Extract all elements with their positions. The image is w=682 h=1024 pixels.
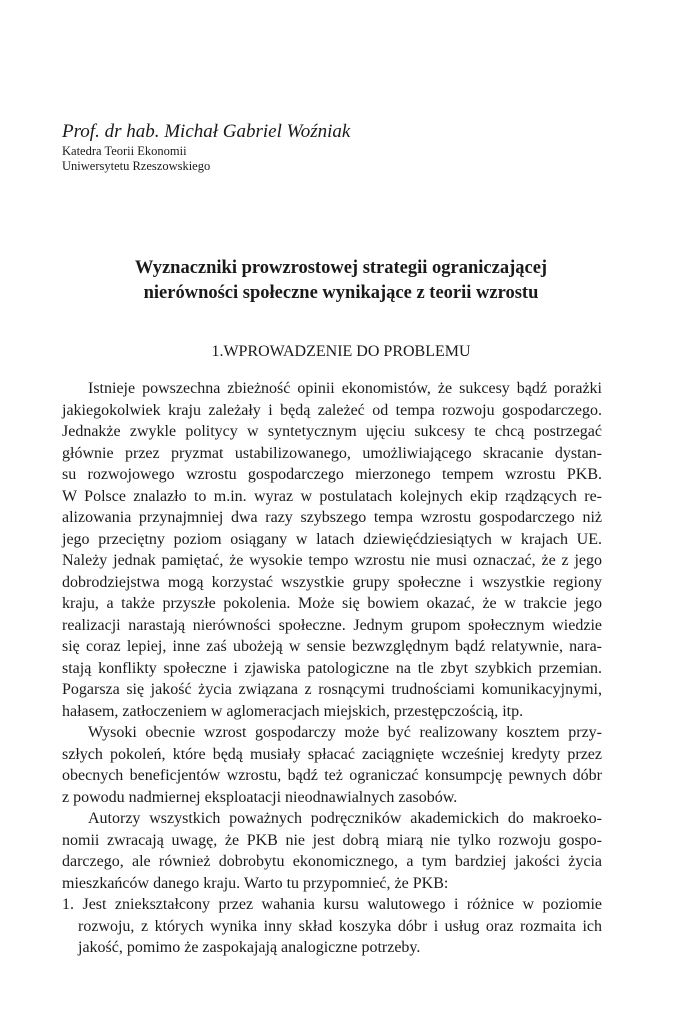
text-line: głównie przez pryzmat ustabilizowanego, umożliwiającego skracanie dystan- — [62, 444, 602, 462]
text-line: Autorzy wszystkich poważnych podręczników akademickich do makroeko- — [88, 810, 602, 827]
text-line: 1. Jest zniekształcony przez wahania kursu walutowego i różnice w poziomie — [62, 896, 602, 913]
text-line: Istnieje powszechna zbieżność opinii ekonomistów, że sukcesy bądź porażki — [88, 380, 602, 397]
text-line: nomii zwracają uwagę, że PKB nie jest dobrą miarą nie tylko rozwoju gospo- — [62, 831, 602, 849]
paragraph — [62, 378, 602, 722]
paper-title-line: Wyznaczniki prowzrostowej strategii ograniczającej — [134, 258, 548, 278]
affiliation-university: Uniwersytetu Rzeszowskiego — [62, 159, 211, 173]
affiliation-department: Katedra Teorii Ekonomii — [62, 144, 187, 158]
body-text — [62, 378, 602, 959]
text-line: obecnych beneficjentów wzrostu, bądź też ograniczać konsumpcję pewnych dóbr — [62, 767, 602, 784]
list-item — [62, 894, 602, 959]
text-line: darczego, ale również dobrobytu ekonomicznego, a tym bardziej jakości życia — [62, 853, 602, 870]
text-line: z powodu nadmiernej eksploatacji nieodnawialnych zasobów. — [62, 788, 458, 806]
text-line: Należy jednak pamiętać, że wysokie tempo wzrostu nie musi oznaczać, że z jego — [62, 552, 602, 569]
text-line: rozwoju, z których wynika inny skład koszyka dóbr i usług oraz rozmaita ich — [78, 917, 602, 935]
text-line: su rozwojowego wzrostu gospodarczego mierzonego tempem wzrostu PKB. — [62, 466, 602, 483]
paragraph — [62, 808, 602, 894]
numbered-list — [62, 894, 602, 959]
author-name: Prof. dr hab. Michał Gabriel Woźniak — [62, 121, 351, 142]
paragraph — [62, 722, 602, 808]
text-line: dobrodziejstwa mogą korzystać wszystkie grupy społeczne i wszystkie regiony — [62, 573, 602, 591]
text-line: jego przeciętny poziom osiągany w latach dziewięćdziesiątych w krajach UE. — [62, 530, 602, 548]
text-line: stają konflikty społeczne i zjawiska patologiczne na tle zbyt szybkich przemian. — [62, 659, 602, 677]
text-line: hałasem, zatłoczeniem w aglomeracjach miejskich, przestępczością, itp. — [62, 702, 524, 720]
text-line: jakość, pomimo że zaspokajają analogiczne potrzeby. — [78, 939, 421, 956]
section-heading: 1.WPROWADZENIE DO PROBLEMU — [211, 343, 471, 360]
paper-title — [60, 256, 622, 306]
text-line: Wysoki obecnie wzrost gospodarczy może być realizowany kosztem przy- — [88, 724, 602, 741]
text-line: mieszkańców danego kraju. Warto tu przypomnieć, że PKB: — [62, 874, 449, 892]
text-line: alizowania przynajmniej dwa razy szybszego tempa wzrostu gospodarczego niż — [62, 509, 602, 526]
text-line: kraju, a także przyszłe pokolenia. Może się bowiem okazać, że w trakcie jego — [62, 595, 602, 612]
text-line: Jednakże zwykle politycy w syntetycznym ujęciu sukcesy te chcą postrzegać — [62, 423, 602, 440]
text-line: się coraz lepiej, inne zaś ubożeją w sensie bezwzględnym bądź relatywnie, nara- — [62, 638, 602, 655]
paper-title-line: nierówności społeczne wynikające z teorii wzrostu — [143, 283, 539, 303]
text-line: Pogarsza się jakość życia związana z rosnącymi trudnościami komunikacyjnymi, — [62, 681, 602, 698]
text-line: W Polsce znalazło to m.in. wyraz w postulatach kolejnych ekip rządzących re- — [62, 487, 602, 505]
author-block — [62, 120, 350, 174]
text-line: szłych pokoleń, które będą musiały spłacać zaciągnięte wcześniej kredyty przez — [62, 745, 602, 763]
text-line: realizacji narastają nierówności społeczne. Jednym grupom społecznym wiedzie — [62, 616, 602, 634]
text-line: jakiegokolwiek kraju zależały i będą zależeć od tempa rozwoju gospodarczego. — [62, 401, 602, 419]
